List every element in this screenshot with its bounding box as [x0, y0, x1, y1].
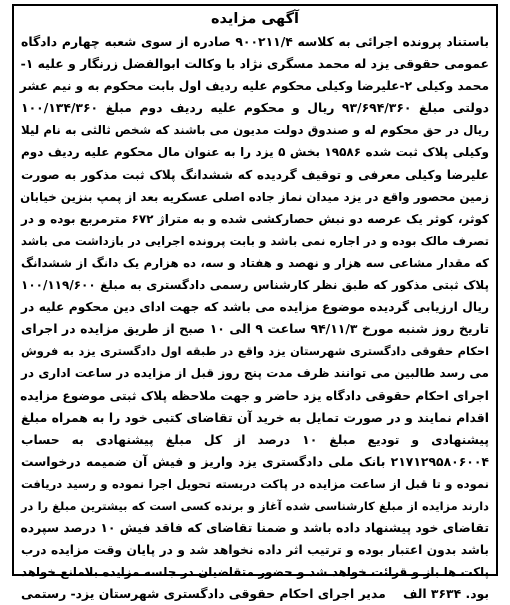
notice-line: اجرای احکام حقوقی دادگاه یزد حاضر و جهت ملاحظه پلاک ثبتی موضوع مزایده — [20, 388, 489, 403]
notice-line: ریال ارزیابی گردیده موضوع مزایده می باشد که جهت ادای دین محکوم علیه در — [21, 300, 489, 315]
notice-line: پلاک ثبتی مذکور که طبق نظر کارشناس رسمی دادگستری به مبلغ ۱۰۰/۱۱۹/۶۰۰ — [21, 278, 489, 293]
notice-line: احکام حقوقی دادگستری شهرستان یزد واقع در طبقه اول دادگستری یزد به فروش — [21, 344, 489, 359]
notice-line: علیرضا وکیلی معرفی و توقیف گردیده که ششدانگ پلاک ثبت مذکور به صورت — [21, 167, 489, 182]
notice-reference: بود. ۳۶۳۴ الف — [402, 586, 489, 602]
notice-line: تاریخ روز شنبه مورخ ۹۴/۱۱/۳ ساعت ۹ الی ۱۰ صبح از طریق مزایده در اجرای — [21, 321, 490, 337]
notice-line: محمد وکیلی ۲-علیرضا وکیلی محکوم علیه ردیف اول بابت محکوم به و نیم عشر — [19, 79, 489, 94]
notice-line: که مقدار مشاعی سه هزار و نهصد و هفتاد و سه، ده هزارم یک دانگ از ششدانگ — [21, 255, 489, 270]
notice-line: تقاضای خود پیشنهاد داده باشد و ضمنا تقاضای که فاقد فیش ۱۰ درصد سپرده — [20, 520, 489, 536]
notice-line: وکیلی پلاک ثبت شده ۱۹۵۸۶ بخش ۵ یزد را به عنوان مال محکوم علیه ردیف دوم — [21, 145, 489, 160]
notice-line: نموده و تا قبل از ساعت مزایده در پاکت دربسته تحویل اجرا نموده و رسید دریافت — [21, 476, 489, 491]
notice-line: کوثر، کوثر یک عرصه دو نبش حصارکشی شده و به متراژ ۶۷۲ مترمربع بوده و در — [21, 211, 489, 226]
notice-line: پاکت ها باز و قرائت خواهد شد و حضور متقاضیان در جلسه مزایده بلامانع خواهد — [21, 565, 489, 580]
notice-line: ریال در حق محکوم له و صندوق دولت مدیون می باشند که شخص ثالثی به نام لیلا — [21, 123, 489, 138]
notice-signature: مدیر اجرای احکام حقوقی دادگستری شهرستان یزد- رستمی — [21, 586, 386, 602]
notice-line: زمین محصور واقع در یزد میدان نماز جاده اصلی عسکریه بعد از پمپ بنزین خیابان — [20, 189, 489, 204]
notice-line: تصرف مالک بوده و در اجاره نمی باشد و بابت پرونده اجرایی در بازداشت می باشد — [21, 233, 489, 248]
notice-line: دارند مزایده از مبلغ کارشناسی شده آغاز و برنده کسی است که بیشترین مبلغ را در — [21, 498, 489, 513]
notice-line: عمومی حقوقی یزد له محمد مسگری نژاد با وکالت ابوالفضل زرنگار و علیه ۱- — [20, 56, 489, 72]
notice-final-line — [21, 583, 489, 605]
notice-line: پیشنهادی و تودیع مبلغ ۱۰ درصد از کل مبلغ پیشنهادی به حساب — [21, 431, 490, 447]
notice-line: ۲۱۷۱۲۹۵۸۰۶۰۰۴ بانک ملی دادگستری یزد واریز و فیش آن ضمیمه درخواست — [21, 453, 489, 469]
notice-title: آگهی مزایده — [210, 11, 300, 27]
notice-body — [21, 31, 489, 605]
notice-line: باستناد پرونده اجرائی به کلاسه ۹۰۰۲۱۱/۴ صادره از سوی شعبه چهارم دادگاه — [21, 34, 489, 49]
notice-line: باشد بدون اعتبار بوده و ترتیب اثر داده نخواهد شد و در پایان وقت مزایده درب — [21, 543, 489, 558]
notice-line: می رسد طالبین می توانند ظرف مدت پنج روز قبل از مزایده در ساعت اداری در — [21, 366, 489, 381]
notice-line: اقدام نمایند و در صورت تمایل به خرید آن تقاضای کتبی خود را به همراه مبلغ — [21, 409, 489, 425]
notice-line: دولتی مبلغ ۹۳/۶۹۴/۳۶۰ ریال و محکوم علیه ردیف دوم مبلغ ۱۰۰/۱۳۴/۳۶۰ — [21, 100, 490, 116]
auction-notice — [12, 4, 498, 602]
